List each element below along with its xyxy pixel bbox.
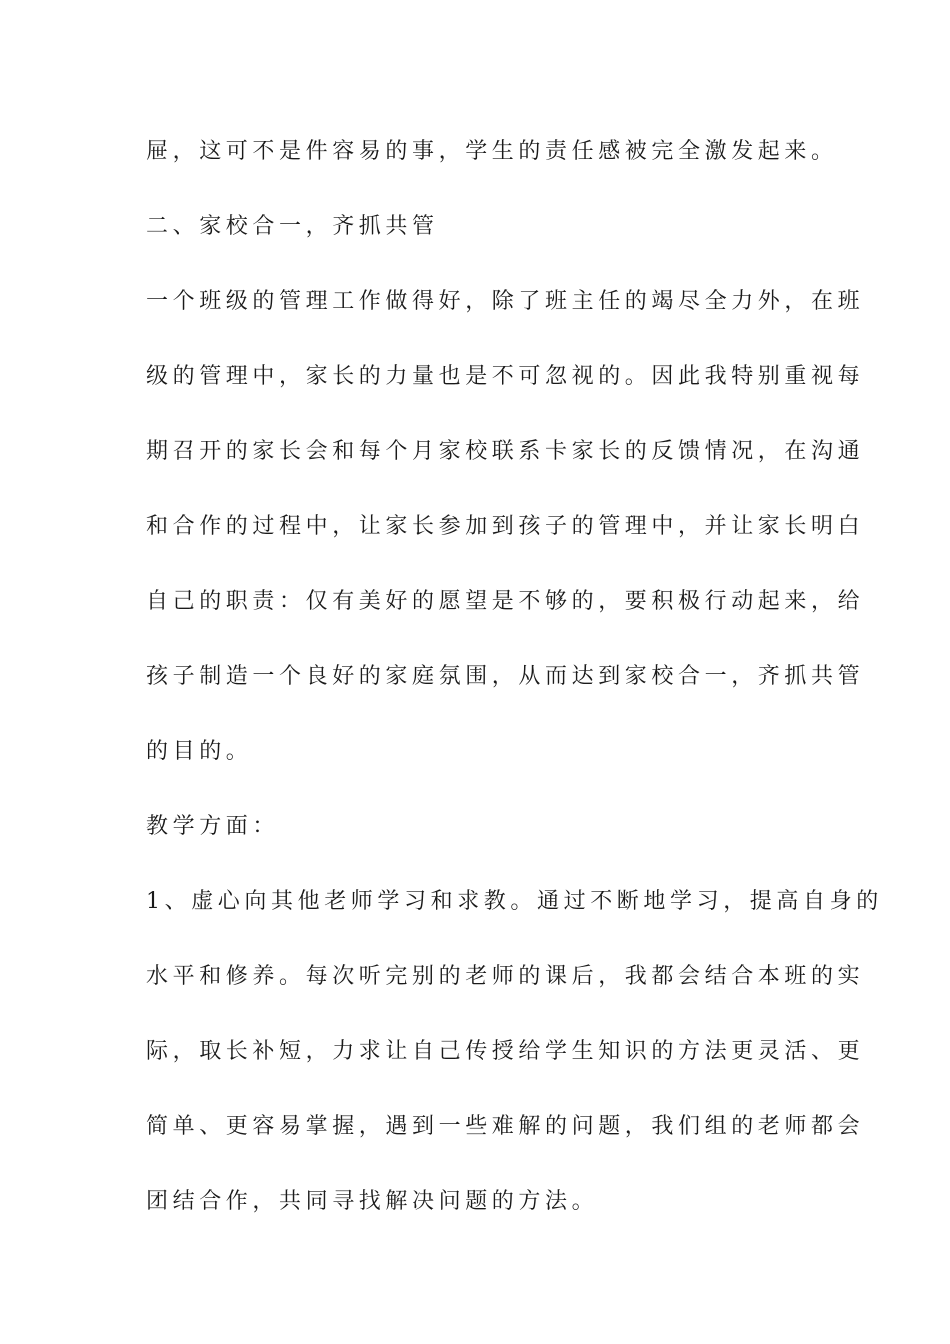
paragraph-line: 孩子制造一个良好的家庭氛围，从而达到家校合一，齐抓共管 xyxy=(146,664,865,689)
paragraph-line: 一个班级的管理工作做得好，除了班主任的竭尽全力外，在班 xyxy=(146,289,865,314)
section-heading: 教学方面： xyxy=(146,814,280,839)
paragraph-line: 级的管理中，家长的力量也是不可忽视的。因此我特别重视每 xyxy=(146,364,865,389)
paragraph-line: 屉，这可不是件容易的事，学生的责任感被完全激发起来。 xyxy=(146,139,838,164)
paragraph-line: 1、虚心向其他老师学习和求教。通过不断地学习，提高自身的 xyxy=(146,889,883,914)
paragraph-line: 际，取长补短，力求让自己传授给学生知识的方法更灵活、更 xyxy=(146,1039,865,1064)
paragraph-line: 的目的。 xyxy=(146,739,253,764)
paragraph-line: 团结合作，共同寻找解决问题的方法。 xyxy=(146,1189,599,1214)
section-heading: 二、家校合一，齐抓共管 xyxy=(146,214,439,239)
paragraph-line: 自己的职责：仅有美好的愿望是不够的，要积极行动起来，给 xyxy=(146,589,865,614)
paragraph-line: 简单、更容易掌握，遇到一些难解的问题，我们组的老师都会 xyxy=(146,1114,865,1139)
paragraph-line: 期召开的家长会和每个月家校联系卡家长的反馈情况，在沟通 xyxy=(146,439,865,464)
paragraph-line: 水平和修养。每次听完别的老师的课后，我都会结合本班的实 xyxy=(146,964,865,989)
paragraph-line: 和合作的过程中，让家长参加到孩子的管理中，并让家长明白 xyxy=(146,514,865,539)
